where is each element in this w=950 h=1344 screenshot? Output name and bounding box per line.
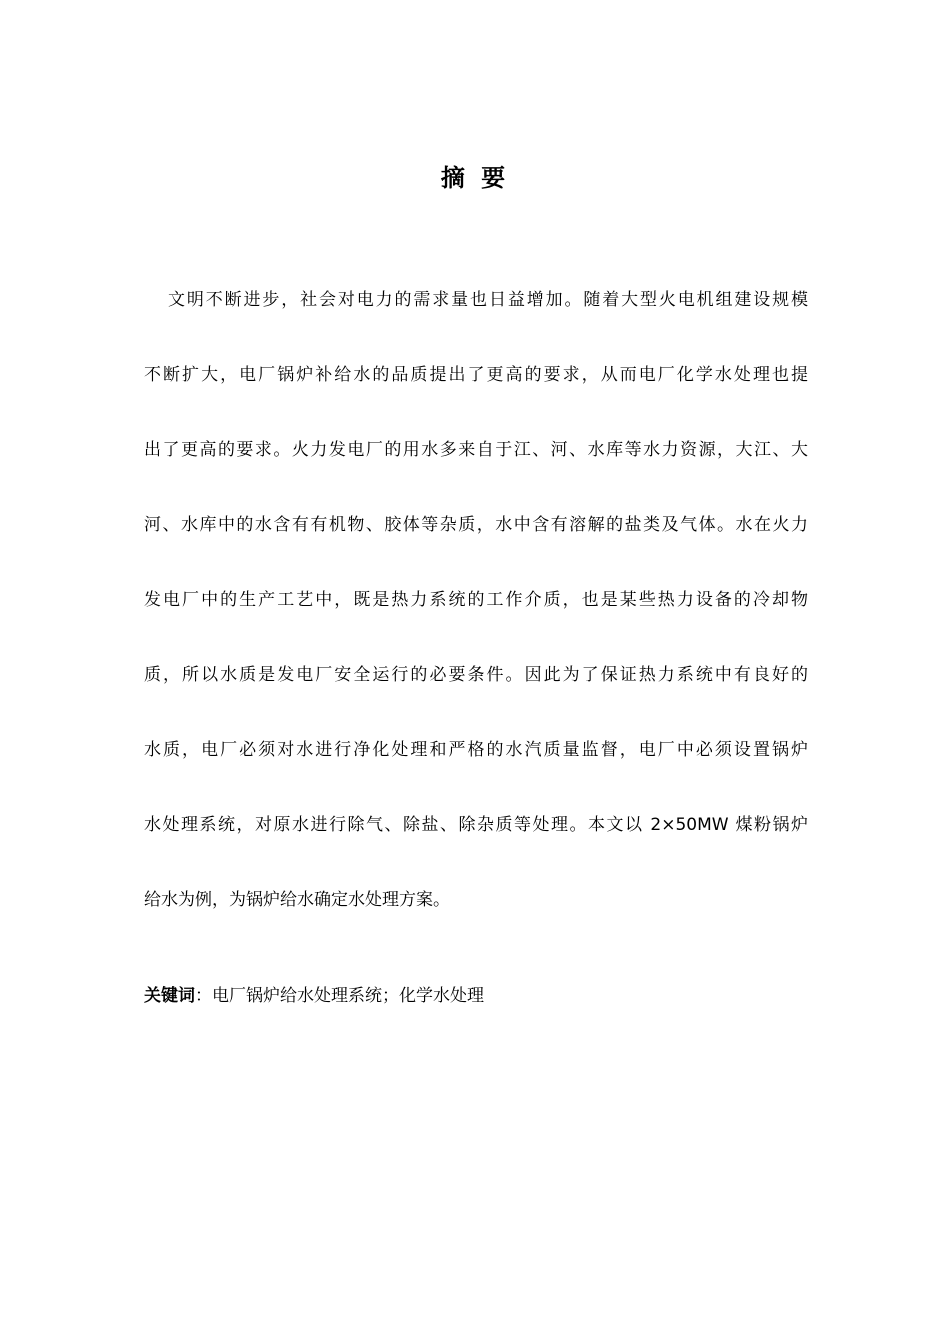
abstract-body	[144, 278, 808, 953]
abstract-line: 质，所以水质是发电厂安全运行的必要条件。因此为了保证热力系统中有良好的	[144, 665, 808, 685]
keywords-label: 关键词	[144, 986, 195, 1006]
abstract-line: 给水为例，为锅炉给水确定水处理方案。	[144, 890, 450, 910]
abstract-line: 发电厂中的生产工艺中，既是热力系统的工作介质，也是某些热力设备的冷却物	[144, 590, 808, 610]
keywords-text: 电厂锅炉给水处理系统；化学水处理	[212, 986, 484, 1006]
abstract-line: 不断扩大，电厂锅炉补给水的品质提出了更高的要求，从而电厂化学水处理也提	[144, 365, 808, 385]
abstract-line: 出了更高的要求。火力发电厂的用水多来自于江、河、水库等水力资源，大江、大	[144, 440, 808, 460]
abstract-line: 水质，电厂必须对水进行净化处理和严格的水汽质量监督，电厂中必须设置锅炉	[144, 740, 808, 760]
keywords	[144, 976, 808, 1016]
page-title: 摘 要	[440, 164, 510, 192]
abstract-line: 河、水库中的水含有有机物、胶体等杂质，水中含有溶解的盐类及气体。水在火力	[144, 515, 808, 535]
abstract-line: 文明不断进步，社会对电力的需求量也日益增加。随着大型火电机组建设规模	[168, 290, 808, 310]
abstract-line: 水处理系统，对原水进行除气、除盐、除杂质等处理。本文以 2×50MW 煤粉锅炉	[144, 815, 808, 835]
keywords-separator: ：	[195, 986, 212, 1006]
